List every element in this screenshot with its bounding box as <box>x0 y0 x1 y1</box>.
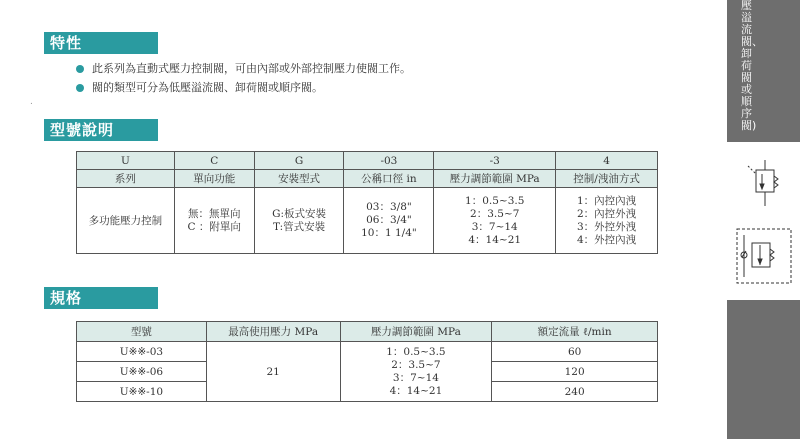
bullet-icon <box>76 84 84 92</box>
model-cell: U※※-06 <box>77 362 207 382</box>
option-line: 4：外控內洩 <box>576 233 637 246</box>
table-row <box>77 342 658 362</box>
option-line: G:板式安裝 <box>272 207 327 220</box>
option-line: 2：內控外洩 <box>576 207 637 220</box>
sidebar-tab <box>727 0 800 142</box>
header-cell: 安裝型式 <box>254 170 344 188</box>
option-line: 3：7~14 <box>392 371 439 384</box>
feature-text: 此系列為直動式壓力控制閥，可由內部或外部控制壓力使閥工作。 <box>92 62 411 75</box>
option-line: 2：3.5~7 <box>391 358 441 371</box>
header-cell: 型號 <box>77 322 207 342</box>
code-cell: -3 <box>434 152 556 170</box>
option-line: 3：外控外洩 <box>576 220 637 233</box>
option-line: 1：內控內洩 <box>576 194 637 207</box>
code-cell: C <box>174 152 254 170</box>
model-cell: U※※-10 <box>77 382 207 402</box>
option-line: 06：3/4" <box>366 214 412 226</box>
header-cell: 單向功能 <box>174 170 254 188</box>
model-code-table <box>76 151 658 254</box>
model-section-title: 型號說明 <box>44 119 158 141</box>
code-cell: G <box>254 152 344 170</box>
sidebar-vertical-text: 壓溢流閥、卸荷閥或順序閥) <box>741 0 763 132</box>
size-options-cell <box>344 188 434 254</box>
option-line: T:管式安裝 <box>272 220 326 233</box>
check-valve-symbol-icon <box>734 225 794 287</box>
pressure-range-cell <box>340 342 492 402</box>
code-cell: 4 <box>556 152 658 170</box>
option-line: 無：無單向 <box>187 207 241 220</box>
features-section-title: 特性 <box>44 32 158 54</box>
option-line: 3：7~14 <box>471 220 518 233</box>
feature-list <box>76 59 411 97</box>
max-pressure-cell: 21 <box>206 342 340 402</box>
bullet-icon <box>76 65 84 73</box>
flow-cell: 240 <box>492 382 658 402</box>
option-line: 1：0.5~3.5 <box>386 345 446 358</box>
table-row <box>77 152 658 170</box>
header-cell: 控制/洩油方式 <box>556 170 658 188</box>
spec-section-title: 規格 <box>44 287 158 309</box>
header-cell: 額定流量 ℓ/min <box>492 322 658 342</box>
option-line: 03：3/8" <box>366 201 412 213</box>
model-cell: U※※-03 <box>77 342 207 362</box>
mount-options-cell <box>254 188 344 254</box>
header-cell: 壓力調節範圍 MPa <box>434 170 556 188</box>
option-line: C ：附單向 <box>187 220 241 233</box>
table-row <box>77 322 658 342</box>
feature-item <box>76 59 411 78</box>
page-mark: . <box>30 97 33 107</box>
table-row <box>77 188 658 254</box>
table-row <box>77 170 658 188</box>
header-cell: 公稱口徑 in <box>344 170 434 188</box>
option-line: 2：3.5~7 <box>470 207 520 220</box>
series-desc-cell: 多功能壓力控制 <box>77 188 175 254</box>
header-cell: 最高使用壓力 MPa <box>206 322 340 342</box>
flow-cell: 60 <box>492 342 658 362</box>
header-cell: 壓力調節範圍 MPa <box>340 322 492 342</box>
feature-item <box>76 78 411 97</box>
spec-table <box>76 321 658 402</box>
check-options-cell <box>174 188 254 254</box>
code-cell: -03 <box>344 152 434 170</box>
pressure-options-cell <box>434 188 556 254</box>
sidebar-lower-block <box>727 300 800 439</box>
option-line: 10：1 1/4" <box>361 227 417 239</box>
option-line: 1：0.5~3.5 <box>465 194 525 207</box>
feature-text: 閥的類型可分為低壓溢流閥、卸荷閥或順序閥。 <box>92 81 323 94</box>
header-cell: 系列 <box>77 170 175 188</box>
relief-valve-symbol-icon <box>738 158 790 208</box>
flow-cell: 120 <box>492 362 658 382</box>
code-cell: U <box>77 152 175 170</box>
option-line: 4：14~21 <box>389 384 443 397</box>
control-options-cell <box>556 188 658 254</box>
option-line: 4：14~21 <box>468 233 522 246</box>
